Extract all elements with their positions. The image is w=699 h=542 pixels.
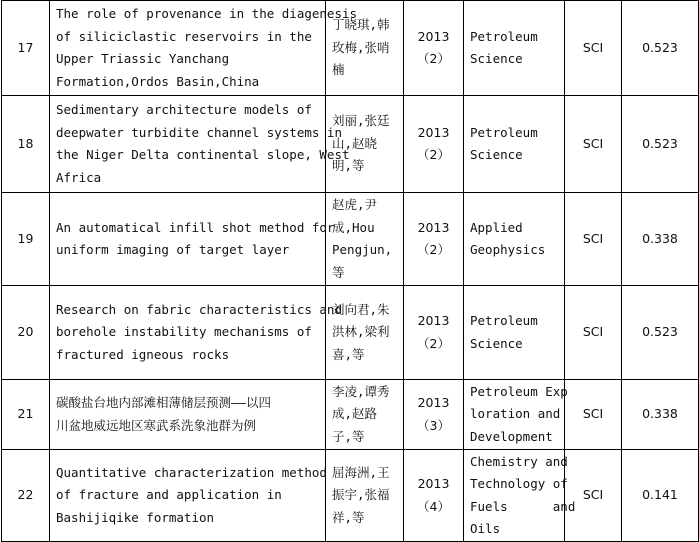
paper-title [50, 1, 358, 96]
publication-year [404, 286, 464, 380]
authors-line: 李凌,谭秀 [332, 383, 390, 399]
publication-table [1, 0, 699, 542]
authors-line: 赵虎,尹 [332, 197, 378, 212]
index-type: SCI [565, 450, 622, 542]
publication-year [404, 193, 464, 286]
authors-line: 楠 [332, 62, 345, 78]
journal-name [464, 380, 568, 450]
authors-line: 明,等 [332, 158, 365, 174]
authors-line: 刘向君,朱 [332, 301, 390, 317]
journal-line: Petroleum [470, 28, 538, 44]
publication-year [404, 380, 464, 450]
authors [326, 96, 404, 193]
authors [326, 286, 404, 380]
paper-title-line: Africa [56, 169, 102, 185]
table-row [2, 193, 699, 286]
authors-line: 等 [332, 264, 345, 280]
publication-year [404, 1, 464, 96]
paper-title-line: fractured igneous rocks [56, 346, 230, 362]
authors [326, 450, 404, 542]
authors-line: 洪林,梁利 [332, 324, 390, 340]
table-row [2, 1, 699, 96]
paper-title-line: deepwater turbidite channel systems in [56, 124, 342, 140]
authors-line: Pengjun, [332, 242, 393, 257]
journal-line: Fuels and [470, 498, 576, 514]
issue-value: （3） [417, 417, 450, 433]
journal-line: Development [470, 428, 553, 444]
journal-line: Geophysics [470, 242, 546, 257]
paper-title-line: of fracture and application in [56, 487, 282, 503]
paper-title-line: uniform imaging of target layer [56, 242, 290, 257]
journal-line: Petroleum [470, 313, 538, 328]
authors-line: 子,等 [332, 428, 365, 444]
impact-factor: 0.338 [622, 193, 699, 286]
authors-line: 刘丽,张廷 [332, 113, 390, 129]
year-value: 2013 [417, 395, 450, 410]
journal-line: Petroleum Exp [470, 383, 568, 399]
journal-line: Technology of [470, 476, 568, 491]
authors [326, 1, 404, 96]
paper-title-line: Bashijiqike formation [56, 509, 215, 525]
authors-line: 成,Hou [332, 219, 375, 235]
year-value: 2013 [417, 124, 450, 140]
issue-value: （2） [417, 242, 450, 257]
paper-title [50, 380, 326, 450]
index-type: SCI [565, 380, 622, 450]
year-value: 2013 [417, 476, 450, 491]
row-number: 22 [2, 450, 50, 542]
paper-title-line: Quantitative characterization method [56, 464, 327, 480]
journal-name [464, 96, 565, 193]
paper-title-line: An automatical infill shot method for [56, 219, 335, 235]
authors-line: 屈海洲,王 [332, 464, 390, 480]
journal-line: Science [470, 147, 523, 162]
authors-line: 玫梅,张哨 [332, 39, 390, 55]
journal-line: Science [470, 51, 523, 66]
impact-factor: 0.523 [622, 96, 699, 193]
authors [326, 380, 404, 450]
row-number: 17 [2, 1, 50, 96]
paper-title [50, 286, 342, 380]
journal-line: Chemistry and [470, 453, 568, 469]
journal-line: Petroleum [470, 124, 538, 140]
issue-value: （2） [417, 147, 450, 162]
authors-line: 振宇,张福 [332, 487, 390, 503]
authors-line: 成,赵路 [332, 406, 378, 422]
year-value: 2013 [417, 28, 450, 44]
authors-line: 山,赵晓 [332, 135, 378, 151]
authors-line: 祥,等 [332, 509, 365, 525]
journal-line: Oils [470, 521, 501, 536]
paper-title-line: Formation,Ordos Basin,China [56, 73, 260, 89]
issue-value: （2） [417, 51, 450, 66]
authors [326, 193, 404, 286]
index-type: SCI [565, 96, 622, 193]
impact-factor: 0.141 [622, 450, 699, 542]
journal-line: loration and [470, 406, 561, 422]
table-row [2, 286, 699, 380]
paper-title-line: the Niger Delta continental slope, West [56, 147, 350, 162]
paper-title-line: Upper Triassic Yanchang [56, 51, 230, 66]
paper-title-line: of siliciclastic reservoirs in the [56, 28, 312, 44]
paper-title-line: 碳酸盐台地内部滩相薄储层预测——以四 [56, 395, 272, 410]
authors-line: 喜,等 [332, 346, 365, 362]
journal-line: Science [470, 335, 523, 351]
year-value: 2013 [417, 219, 450, 235]
row-number: 18 [2, 96, 50, 193]
index-type: SCI [565, 1, 622, 96]
paper-title [50, 193, 335, 286]
year-value: 2013 [417, 313, 450, 328]
journal-name [464, 1, 565, 96]
impact-factor: 0.338 [622, 380, 699, 450]
row-number: 20 [2, 286, 50, 380]
authors-line: 丁晓琪,韩 [332, 17, 390, 33]
impact-factor: 0.523 [622, 286, 699, 380]
publication-year [404, 450, 464, 542]
table-row [2, 450, 699, 542]
paper-title-line: 川盆地威远地区寒武系洗象池群为例 [56, 417, 257, 433]
issue-value: （2） [417, 335, 450, 351]
impact-factor: 0.523 [622, 1, 699, 96]
paper-title-line: The role of provenance in the diagenesis [56, 6, 358, 21]
row-number: 21 [2, 380, 50, 450]
index-type: SCI [565, 193, 622, 286]
paper-title [50, 450, 326, 542]
journal-name [464, 193, 565, 286]
paper-title-line: Research on fabric characteristics and [56, 301, 342, 317]
publication-year [404, 96, 464, 193]
journal-line: Applied [470, 219, 523, 235]
journal-name [464, 450, 576, 542]
paper-title-line: borehole instability mechanisms of [56, 324, 312, 340]
table-row [2, 380, 699, 450]
issue-value: （4） [417, 498, 450, 514]
table-body [2, 1, 699, 542]
table-row [2, 96, 699, 193]
row-number: 19 [2, 193, 50, 286]
journal-name [464, 286, 565, 380]
index-type: SCI [565, 286, 622, 380]
paper-title-line: Sedimentary architecture models of [56, 102, 312, 117]
